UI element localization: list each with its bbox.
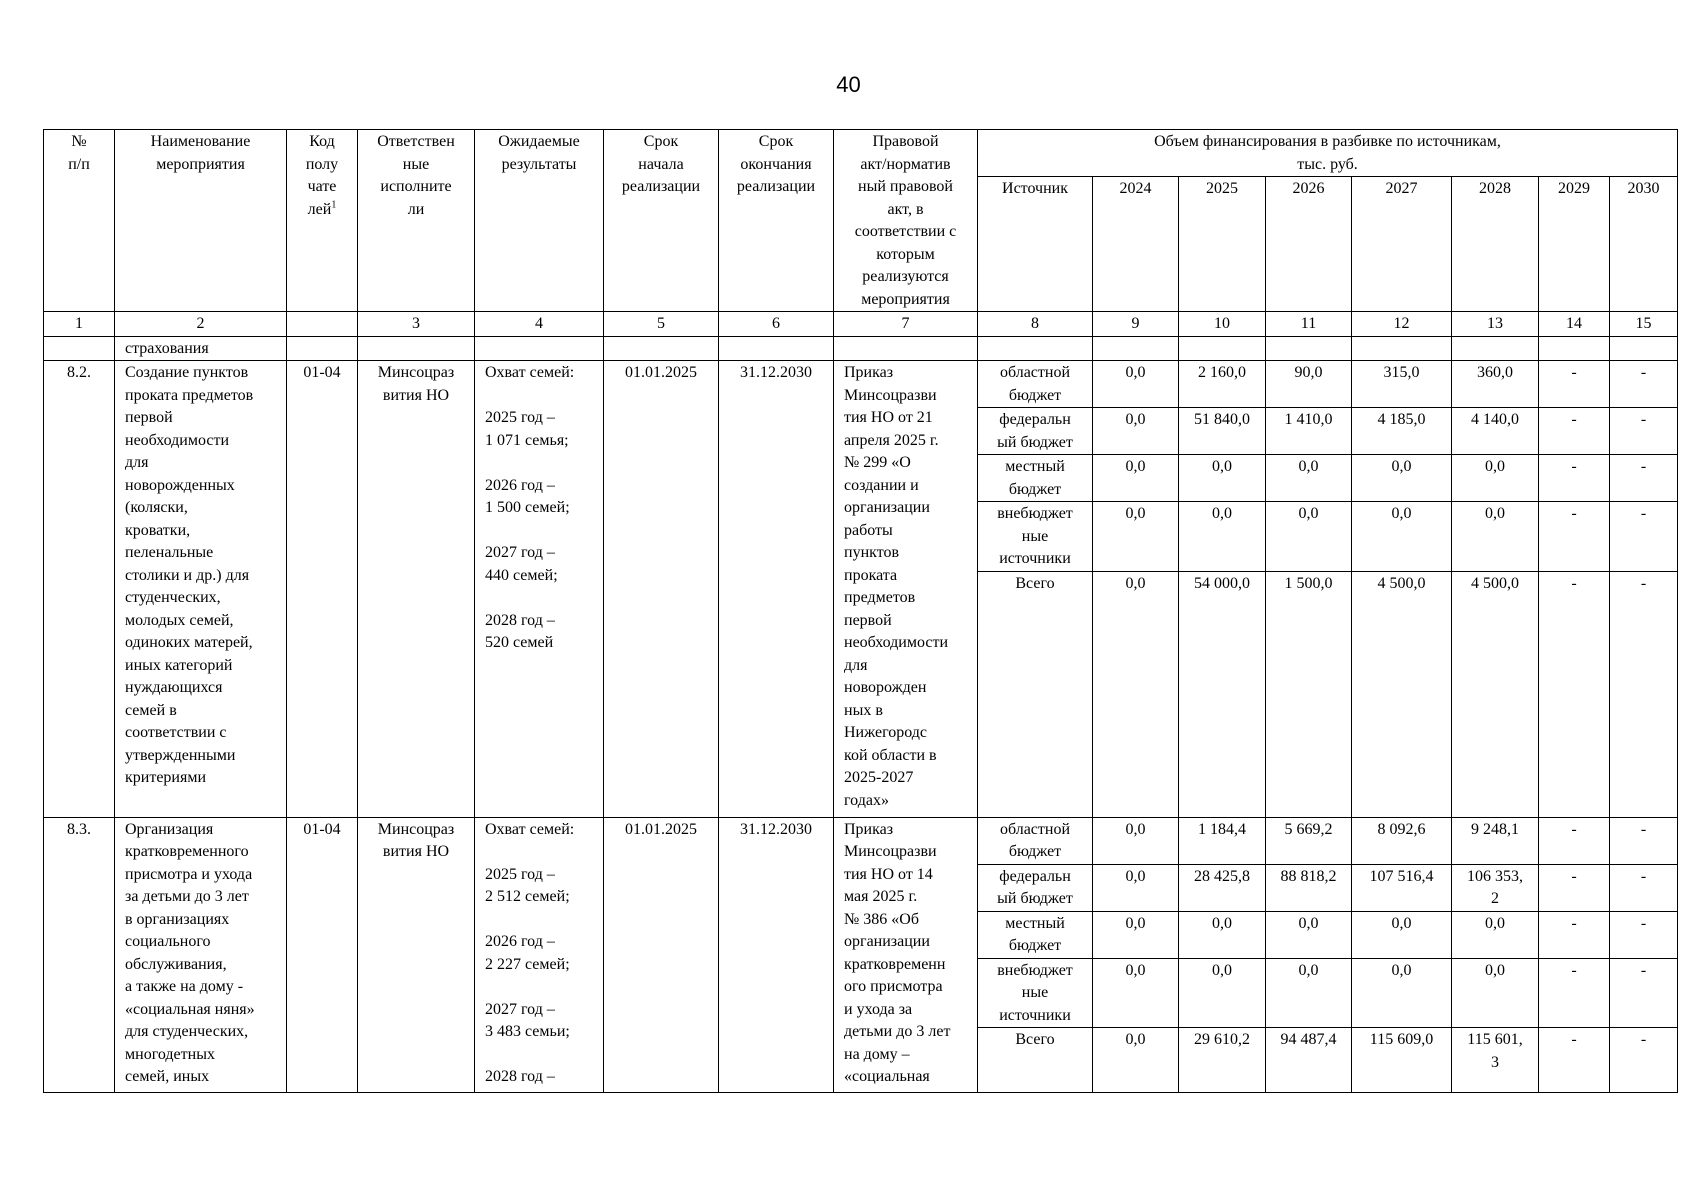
funding-value: -	[1610, 958, 1678, 1028]
funding-value: -	[1610, 455, 1678, 502]
header-num: № п/п	[44, 130, 115, 312]
funding-source: внебюджет ные источники	[978, 502, 1093, 572]
funding-value: -	[1610, 1028, 1678, 1093]
funding-value: -	[1539, 408, 1610, 455]
funding-value: 0,0	[1266, 502, 1352, 572]
funding-value: 0,0	[1179, 911, 1266, 958]
continuation-row	[44, 336, 1678, 361]
funding-value: 0,0	[1093, 502, 1179, 572]
funding-value: -	[1539, 911, 1610, 958]
funding-value: 0,0	[1093, 571, 1179, 817]
column-number: 4	[475, 312, 604, 337]
funding-value: -	[1539, 1028, 1610, 1093]
funding-value: 115 601, 3	[1452, 1028, 1539, 1093]
funding-value: -	[1610, 361, 1678, 408]
funding-value: 0,0	[1352, 911, 1452, 958]
column-number: 12	[1352, 312, 1452, 337]
funding-value: -	[1610, 408, 1678, 455]
funding-value: 9 248,1	[1452, 817, 1539, 864]
funding-value: 88 818,2	[1266, 864, 1352, 911]
funding-value: -	[1539, 361, 1610, 408]
table-row	[44, 817, 1678, 864]
funding-value: -	[1539, 502, 1610, 572]
funding-value: 4 500,0	[1452, 571, 1539, 817]
row-start: 01.01.2025	[604, 361, 719, 818]
funding-value: 0,0	[1179, 455, 1266, 502]
funding-value: 0,0	[1352, 958, 1452, 1028]
column-number: 5	[604, 312, 719, 337]
funding-value: 360,0	[1452, 361, 1539, 408]
funding-value: -	[1610, 817, 1678, 864]
funding-value: 0,0	[1452, 911, 1539, 958]
funding-value: 0,0	[1352, 502, 1452, 572]
funding-source: внебюджет ные источники	[978, 958, 1093, 1028]
funding-value: 4 185,0	[1352, 408, 1452, 455]
column-number: 11	[1266, 312, 1352, 337]
column-number: 13	[1452, 312, 1539, 337]
header-year: 2028	[1452, 177, 1539, 312]
funding-value: 0,0	[1179, 958, 1266, 1028]
funding-value: 107 516,4	[1352, 864, 1452, 911]
column-number: 10	[1179, 312, 1266, 337]
header-responsible: Ответствен ные исполните ли	[358, 130, 475, 312]
funding-table	[43, 129, 1678, 1093]
column-number: 8	[978, 312, 1093, 337]
funding-value: 28 425,8	[1179, 864, 1266, 911]
funding-source: областной бюджет	[978, 361, 1093, 408]
column-number: 15	[1610, 312, 1678, 337]
row-end: 31.12.2030	[719, 361, 834, 818]
funding-value: -	[1610, 502, 1678, 572]
header-year: 2029	[1539, 177, 1610, 312]
funding-value: 0,0	[1093, 817, 1179, 864]
funding-value: -	[1610, 864, 1678, 911]
row-name: Организация кратковременного присмотра и ухода за детьми до 3 лет в организациях социального обслуживания, а также на дому - «социальная няня» для студенческих, многодетных семей, иных	[115, 817, 287, 1093]
column-number: 7	[834, 312, 978, 337]
row-responsible: Минсоцраз вития НО	[358, 817, 475, 1093]
header-code-text: Код полу чате лей	[305, 133, 339, 218]
funding-value: 4 500,0	[1352, 571, 1452, 817]
funding-value: 115 609,0	[1352, 1028, 1452, 1093]
column-numbers-row	[44, 312, 1678, 337]
continuation-text: страхования	[115, 336, 287, 361]
header-source: Источник	[978, 177, 1093, 312]
row-results: Охват семей: 2025 год – 1 071 семья; 2026 год – 1 500 семей; 2027 год – 440 семей; 2028 год – 520 семей	[475, 361, 604, 818]
funding-value: 0,0	[1093, 911, 1179, 958]
funding-value: 0,0	[1093, 1028, 1179, 1093]
funding-source: федеральн ый бюджет	[978, 408, 1093, 455]
funding-value: 90,0	[1266, 361, 1352, 408]
funding-value: 0,0	[1452, 958, 1539, 1028]
funding-value: 106 353, 2	[1452, 864, 1539, 911]
funding-value: 0,0	[1266, 911, 1352, 958]
funding-value: 5 669,2	[1266, 817, 1352, 864]
row-name: Создание пунктов проката предметов первой необходимости для новорожденных (коляски, кроватки, пеленальные столики и др.) для студенческих, молодых семей, одиноких матерей, иных категорий нуждающихся семей в соответствии с утвержденными критериями	[115, 361, 287, 818]
row-num: 8.2.	[44, 361, 115, 818]
row-responsible: Минсоцраз вития НО	[358, 361, 475, 818]
row-code: 01-04	[287, 817, 358, 1093]
funding-value: 4 140,0	[1452, 408, 1539, 455]
header-start: Срок начала реализации	[604, 130, 719, 312]
header-year: 2027	[1352, 177, 1452, 312]
header-funding: Объем финансирования в разбивке по источникам, тыс. руб.	[978, 130, 1678, 177]
funding-source: областной бюджет	[978, 817, 1093, 864]
header-code	[287, 130, 358, 312]
funding-value: 0,0	[1266, 455, 1352, 502]
funding-value: 1 410,0	[1266, 408, 1352, 455]
column-number: 2	[115, 312, 287, 337]
funding-value: 1 184,4	[1179, 817, 1266, 864]
column-number: 1	[44, 312, 115, 337]
funding-value: 315,0	[1352, 361, 1452, 408]
funding-value: -	[1539, 958, 1610, 1028]
funding-value: 0,0	[1179, 502, 1266, 572]
header-end: Срок окончания реализации	[719, 130, 834, 312]
header-name: Наименование мероприятия	[115, 130, 287, 312]
column-number: 3	[358, 312, 475, 337]
funding-value: -	[1539, 864, 1610, 911]
funding-value: 1 500,0	[1266, 571, 1352, 817]
funding-value: 54 000,0	[1179, 571, 1266, 817]
footnote-mark: 1	[331, 199, 337, 211]
funding-source: местный бюджет	[978, 911, 1093, 958]
funding-value: 0,0	[1452, 455, 1539, 502]
funding-source-total: Всего	[978, 1028, 1093, 1093]
funding-value: 0,0	[1093, 958, 1179, 1028]
page-number: 40	[836, 72, 861, 97]
funding-value: 0,0	[1266, 958, 1352, 1028]
funding-value: -	[1539, 455, 1610, 502]
funding-value: 0,0	[1352, 455, 1452, 502]
funding-value: 0,0	[1093, 864, 1179, 911]
funding-value: 0,0	[1093, 455, 1179, 502]
funding-value: 94 487,4	[1266, 1028, 1352, 1093]
header-year: 2026	[1266, 177, 1352, 312]
column-number: 9	[1093, 312, 1179, 337]
funding-value: -	[1610, 571, 1678, 817]
header-legal-act: Правовой акт/норматив ный правовой акт, в соответствии с которым реализуются мероприятия	[834, 130, 978, 312]
column-number: 6	[719, 312, 834, 337]
header-results: Ожидаемые результаты	[475, 130, 604, 312]
funding-source: федеральн ый бюджет	[978, 864, 1093, 911]
funding-source-total: Всего	[978, 571, 1093, 817]
row-legal-act: Приказ Минсоцразви тия НО от 14 мая 2025 г. № 386 «Об организации кратковременн ого присмотра и ухода за детьми до 3 лет на дому – «социальная	[834, 817, 978, 1093]
header-year: 2024	[1093, 177, 1179, 312]
funding-value: -	[1539, 571, 1610, 817]
funding-value: -	[1539, 817, 1610, 864]
row-start: 01.01.2025	[604, 817, 719, 1093]
table-row	[44, 361, 1678, 408]
row-end: 31.12.2030	[719, 817, 834, 1093]
funding-value: 0,0	[1093, 361, 1179, 408]
funding-value: 51 840,0	[1179, 408, 1266, 455]
funding-value: 29 610,2	[1179, 1028, 1266, 1093]
header-year: 2025	[1179, 177, 1266, 312]
funding-value: 0,0	[1093, 408, 1179, 455]
row-legal-act: Приказ Минсоцразви тия НО от 21 апреля 2025 г. № 299 «О создании и организации работы пунктов проката предметов первой необходимости для новорожден ных в Нижегородс кой области в 2025-2027 годах»	[834, 361, 978, 818]
funding-value: -	[1610, 911, 1678, 958]
funding-source: местный бюджет	[978, 455, 1093, 502]
row-num: 8.3.	[44, 817, 115, 1093]
funding-value: 2 160,0	[1179, 361, 1266, 408]
column-number: 14	[1539, 312, 1610, 337]
column-number	[287, 312, 358, 337]
header-year: 2030	[1610, 177, 1678, 312]
row-code: 01-04	[287, 361, 358, 818]
funding-value: 0,0	[1452, 502, 1539, 572]
funding-value: 8 092,6	[1352, 817, 1452, 864]
row-results: Охват семей: 2025 год – 2 512 семей; 2026 год – 2 227 семей; 2027 год – 3 483 семьи; 2028 год –	[475, 817, 604, 1093]
